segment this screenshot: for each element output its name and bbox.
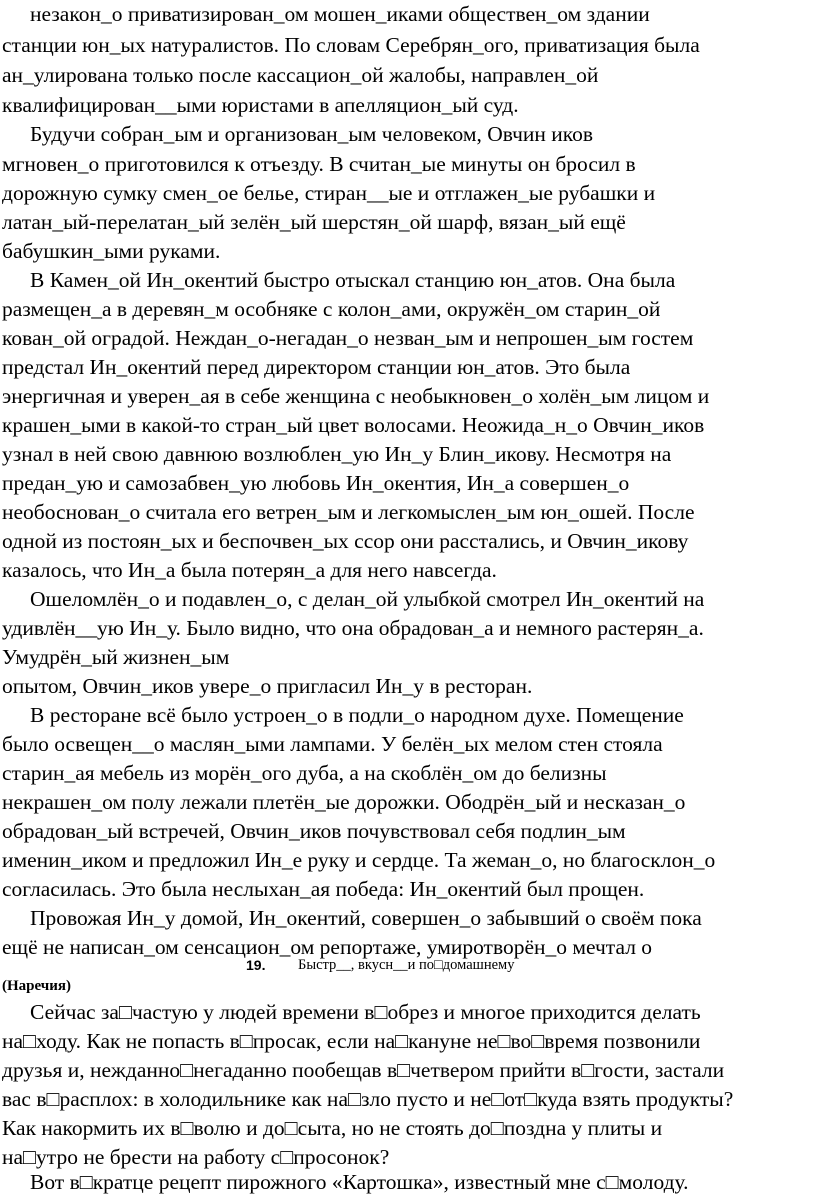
text-line: на□ходу. Как не попасть в□просак, если на□кануне не□во□время позвонили — [2, 1029, 701, 1053]
text-line: согласилась. Это была неслыхан_ая победа: Ин_окентий был прощен. — [2, 877, 645, 901]
text-line: Умудрён_ый жизнен_ым — [2, 645, 230, 669]
text-line: В Камен_ой Ин_окентий быстро отыскал станцию юн_атов. Она была — [30, 268, 676, 292]
text-line: мгновен_о приготовился к отъезду. В считан_ые минуты он бросил в — [2, 152, 636, 176]
text-line: старин_ая мебель из морён_ого дуба, а на скоблён_ом до белизны — [2, 761, 607, 785]
text-line: станции юн_ых натуралистов. По словам Серебрян_ого, приватизация была — [2, 33, 700, 57]
text-line: именин_иком и предложил Ин_е руку и сердце. Та жеман_о, но благосклон_о — [2, 848, 716, 872]
text-line: В ресторане всё было устроен_о в подли_о народном духе. Помещение — [30, 703, 684, 727]
exercise-title: Быстр__, вкусн__и по□домашнему — [298, 957, 515, 973]
text-line: Будучи собран_ым и организован_ым человеком, Овчин иков — [30, 122, 594, 146]
text-line: квалифицирован__ыми юристами в апелляцион_ый суд. — [2, 93, 519, 117]
text-line: предстал Ин_окентий перед директором станции юн_атов. Это была — [2, 355, 631, 379]
text-line: друзья и, нежданно□негаданно пообещав в□четвером прийти в□гости, застали — [2, 1058, 725, 1082]
text-line: некрашен_ом полу лежали плетён_ые дорожки. Ободрён_ый и несказан_о — [2, 790, 686, 814]
text-line: Ошеломлён_о и подавлен_о, с делан_ой улыбкой смотрел Ин_окентий на — [30, 587, 705, 611]
text-line: Сейчас за□частую у людей времени в□обрез и многое приходится делать — [30, 1000, 701, 1024]
text-line: вас в□расплох: в холодильнике как на□зло пусто и не□от□куда взять продукты? — [2, 1087, 734, 1111]
text-line: энергичная и уверен_ая в себе женщина с необыкновен_о холён_ым лицом и — [2, 384, 710, 408]
text-line: ещё не написан_ом сенсацион_ом репортаже, умиротворён_о мечтал о — [2, 935, 653, 959]
text-line: крашен_ыми в какой-то стран_ый цвет волосами. Неожида_н_о Овчин_иков — [2, 413, 705, 437]
text-line: незакон_о приватизирован_ом мошен_иками обществен_ом здании — [30, 2, 650, 26]
text-line: латан_ый-перелатан_ый зелён_ый шерстян_ой шарф, вязан_ый ещё — [2, 210, 626, 234]
text-line: бабушкин_ыми руками. — [2, 239, 221, 263]
section-label: (Наречия) — [2, 978, 72, 994]
text-line: одной из постоян_ых и беспочвен_ых ссор они расстались, и Овчин_икову — [2, 529, 689, 553]
text-line: Провожая Ин_у домой, Ин_окентий, совершен_о забывший о своём пока — [30, 906, 702, 930]
text-line: размещен_а в деревян_м особняке с колон_ами, окружён_ом старин_ой — [2, 297, 661, 321]
text-line: обрадован_ый встречей, Овчин_иков почувствовал себя подлин_ым — [2, 819, 626, 843]
text-line: опытом, Овчин_иков увере_о пригласил Ин_у в ресторан. — [2, 674, 533, 698]
exercise-heading — [0, 954, 816, 976]
text-line: удивлён__ую Ин_у. Было видно, что она обрадован_а и немного растерян_а. — [2, 616, 704, 640]
text-line: ан_улирована только после кассацион_ой жалобы, направлен_ой — [2, 63, 599, 87]
text-line: Как накормить их в□волю и до□сыта, но не стоять до□поздна у плиты и — [2, 1116, 663, 1140]
text-line: необоснован_о считала его ветрен_ым и легкомыслен_ым юн_ошей. После — [2, 500, 695, 524]
text-line: казалось, что Ин_а была потерян_а для него навсегда. — [2, 558, 497, 582]
text-line: на□утро не брести на работу с□просонок? — [2, 1145, 390, 1169]
text-line: кован_ой оградой. Неждан_о-негадан_о незван_ым и непрошен_ым гостем — [2, 326, 694, 350]
text-line: Вот в□кратце рецепт пирожного «Картошка», известный мне с□молоду. — [30, 1170, 689, 1194]
text-line: предан_ую и самозабвен_ую любовь Ин_окентия, Ин_а совершен_о — [2, 471, 630, 495]
text-line: узнал в ней свою давнюю возлюблен_ую Ин_у Блин_икову. Несмотря на — [2, 442, 672, 466]
text-line: дорожную сумку смен_ое белье, стиран__ые и отглажен_ые рубашки и — [2, 181, 656, 205]
text-line: было освещен__о маслян_ыми лампами. У белён_ых мелом стен стояла — [2, 732, 663, 756]
exercise-number: 19. — [246, 957, 266, 973]
